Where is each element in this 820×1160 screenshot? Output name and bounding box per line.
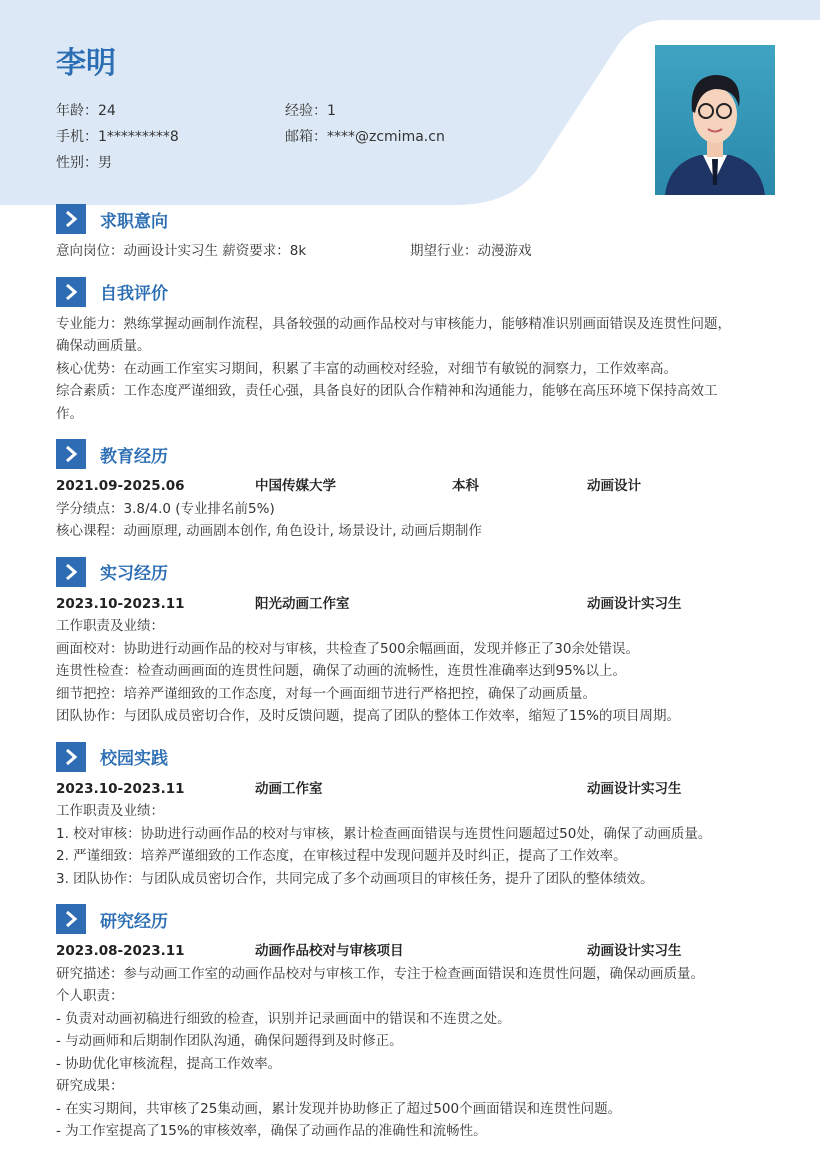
gender-label: 性别：: [56, 155, 98, 171]
text-line: - 与动画师和后期制作团队沟通，确保问题得到及时修正。: [56, 1033, 403, 1049]
age-value: 24: [98, 103, 116, 119]
chevron-right-icon: [56, 204, 86, 234]
email-label: 邮箱：: [285, 129, 327, 145]
text-line: - 协助优化审核流程，提高工作效率。: [56, 1055, 282, 1072]
text-line: 学分绩点：3.8/4.0 (专业排名前5%): [56, 500, 275, 517]
text-line: 1. 校对审核：协助进行动画作品的校对与审核，累计检查画面错误与连贯性问题超过50处，确保了动画质量。: [56, 825, 712, 842]
entry-org: 阳光动画工作室: [255, 595, 350, 612]
chevron-right-icon: [56, 904, 86, 934]
section-internship: [56, 557, 766, 728]
text-line: 2. 严谨细致：培养严谨细致的工作态度，在审核过程中发现问题并及时纠正，提高了工作效率。: [56, 848, 627, 864]
entry-org: 动画作品校对与审核项目: [255, 943, 404, 959]
candidate-name: 李明: [56, 46, 116, 81]
entry-org: 动画工作室: [255, 780, 323, 797]
entry-role: 动画设计实习生: [587, 780, 682, 797]
text-line: 核心课程：动画原理, 动画剧本创作, 角色设计, 场景设计, 动画后期制作: [56, 523, 482, 539]
section-title: 求职意向: [100, 211, 168, 232]
email-value: ****@zcmima.cn: [327, 129, 445, 145]
section-self-evaluation: [56, 277, 766, 426]
text-line: 画面校对：协助进行动画作品的校对与审核，共检查了500余幅画面，发现并修正了30余处错误。: [56, 640, 639, 657]
entry-date: 2023.10-2023.11: [56, 595, 185, 612]
entry-date: 2023.10-2023.11: [56, 780, 185, 797]
info-right: [285, 98, 445, 150]
phone-value: 1*********8: [98, 129, 179, 145]
entry-date: 2023.08-2023.11: [56, 943, 185, 959]
text-line: - 在实习期间，共审核了25集动画，累计发现并协助修正了超过500个画面错误和连贯性问题。: [56, 1100, 622, 1117]
gender-value: 男: [98, 155, 112, 171]
text-line: 作。: [56, 405, 83, 422]
text-line: 3. 团队协作：与团队成员密切合作，共同完成了多个动画项目的审核任务，提升了团队的整体绩效。: [56, 870, 654, 887]
edu-degree: 本科: [452, 478, 479, 494]
text-line: 工作职责及业绩：: [56, 803, 164, 819]
info-left: [56, 98, 179, 176]
entry-role: 动画设计实习生: [587, 943, 682, 959]
entry-role: 动画设计实习生: [587, 595, 682, 612]
text-line: 细节把控：培养严谨细致的工作态度，对每一个画面细节进行严格把控，确保了动画质量。: [56, 685, 596, 702]
intent-industry: 期望行业：动漫游戏: [410, 243, 532, 259]
text-line: 专业能力：熟练掌握动画制作流程，具备较强的动画作品校对与审核能力，能够精准识别画面错误及连贯性问题，: [56, 315, 731, 332]
exp-value: 1: [327, 103, 336, 119]
edu-school: 中国传媒大学: [255, 478, 336, 494]
section-campus-practice: [56, 742, 766, 891]
profile-photo: [655, 45, 775, 195]
section-title: 校园实践: [100, 749, 168, 769]
chevron-right-icon: [56, 557, 86, 587]
intent-position: 意向岗位：动画设计实习生 薪资要求：8k: [56, 243, 307, 259]
section-education: [56, 439, 766, 543]
text-line: - 负责对动画初稿进行细致的检查，识别并记录画面中的错误和不连贯之处。: [56, 1010, 511, 1027]
text-line: 核心优势：在动画工作室实习期间，积累了丰富的动画校对经验，对细节有敏锐的洞察力，工作效率高。: [56, 360, 677, 377]
phone-label: 手机：: [56, 129, 98, 145]
text-line: 个人职责：: [56, 988, 124, 1004]
section-title: 教育经历: [100, 446, 168, 467]
section-job-intent: [56, 204, 766, 263]
chevron-right-icon: [56, 439, 86, 469]
section-title: 研究经历: [100, 911, 168, 932]
exp-label: 经验：: [285, 103, 327, 119]
text-line: 连贯性检查：检查动画画面的连贯性问题，确保了动画的流畅性，连贯性准确率达到95%以上。: [56, 663, 627, 679]
text-line: 综合素质：工作态度严谨细致，责任心强，具备良好的团队合作精神和沟通能力，能够在高压环境下保持高效工: [56, 383, 718, 399]
text-line: 研究描述：参与动画工作室的动画作品校对与审核工作，专注于检查画面错误和连贯性问题，确保动画质量。: [56, 965, 704, 982]
age-label: 年龄：: [56, 103, 98, 119]
text-line: 确保动画质量。: [56, 338, 151, 354]
section-title: 自我评价: [100, 284, 168, 304]
edu-date: 2021.09-2025.06: [56, 478, 185, 494]
chevron-right-icon: [56, 277, 86, 307]
chevron-right-icon: [56, 742, 86, 772]
text-line: 工作职责及业绩：: [56, 618, 164, 634]
text-line: 团队协作：与团队成员密切合作，及时反馈问题，提高了团队的整体工作效率，缩短了15%的项目周期。: [56, 708, 681, 724]
section-research: [56, 904, 766, 1143]
edu-major: 动画设计: [587, 478, 641, 494]
text-line: 研究成果：: [56, 1078, 124, 1094]
section-title: 实习经历: [100, 564, 168, 584]
text-line: - 为工作室提高了15%的审核效率，确保了动画作品的准确性和流畅性。: [56, 1123, 487, 1139]
